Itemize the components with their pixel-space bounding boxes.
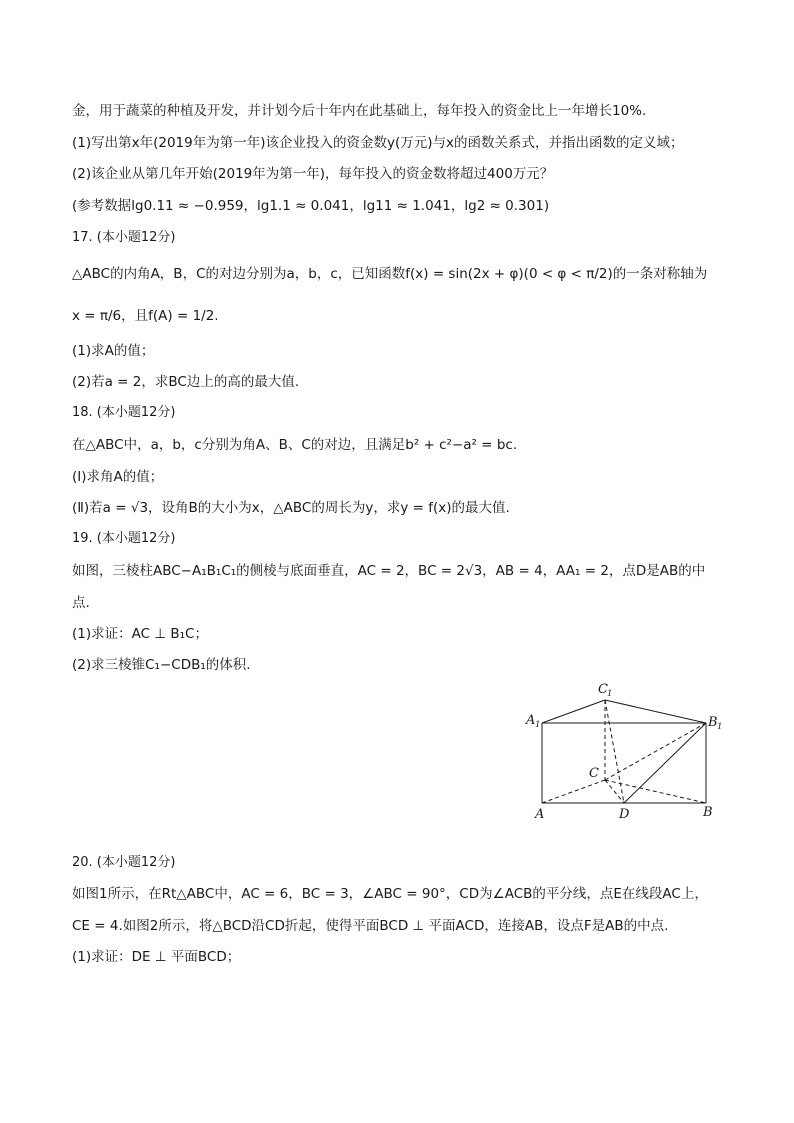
q18-stem: 在△ABC中，a，b，c分别为角A、B、C的对边，且满足b² + c²−a² = bc.	[72, 437, 518, 453]
intro-line-1: 金，用于蔬菜的种植及开发，并计划今后十年内在此基础上，每年投入的资金比上一年增长10%.	[72, 103, 647, 119]
q20-part-1: (1)求证：DE ⊥ 平面BCD；	[72, 949, 241, 965]
q19-stem-line-1: 如图，三棱柱ABC−A₁B₁C₁的侧棱与底面垂直，AC = 2，BC = 2√3，AB = 4，AA₁ = 2，点D是AB的中	[72, 563, 706, 579]
prism-figure	[518, 676, 732, 824]
edge-a1-c1	[542, 700, 605, 723]
label-c1-sub: 1	[607, 689, 613, 699]
q19-part-2: (2)求三棱锥C₁−CDB₁的体积.	[72, 657, 251, 673]
q17-stem-line-1: △ABC的内角A，B，C的对边分别为a，b，c，已知函数f(x) = sin(2x + φ)(0 < φ < π/2)的一条对称轴为	[72, 266, 708, 282]
q19-stem-line-2: 点.	[72, 595, 90, 611]
label-b1-sub: 1	[717, 722, 723, 732]
q19-heading: 19. (本小题12分)	[72, 531, 176, 546]
label-a1-sub: 1	[535, 720, 541, 730]
intro-part-1: (1)写出第x年(2019年为第一年)该企业投入的资金数y(万元)与x的函数关系式，并指出函数的定义域；	[72, 135, 684, 151]
label-c1: C	[598, 682, 608, 697]
label-c: C	[589, 766, 599, 781]
intro-part-2: (2)该企业从第几年开始(2019年为第一年)，每年投入的资金数将超过400万元？	[72, 166, 554, 182]
label-d: D	[619, 807, 630, 822]
label-a1: A	[526, 713, 536, 728]
q20-heading: 20. (本小题12分)	[72, 855, 176, 870]
q18-part-1: (Ⅰ)求角A的值；	[72, 469, 164, 485]
label-b: B	[703, 805, 713, 820]
q19-part-1: (1)求证：AC ⊥ B₁C；	[72, 626, 208, 642]
q20-stem-line-2: CE = 4.如图2所示，将△BCD沿CD折起，使得平面BCD ⊥ 平面ACD，连接AB，设点F是AB的中点.	[72, 918, 669, 934]
edge-c1-b1	[605, 700, 706, 723]
q17-stem-line-2: x = π/6，且f(A) = 1/2.	[72, 308, 219, 324]
edge-a-c-hidden	[542, 780, 605, 803]
q20-stem-line-1: 如图1所示，在Rt△ABC中，AC = 6，BC = 3，∠ABC = 90°，CD为∠ACB的平分线，点E在线段AC上，	[72, 886, 708, 902]
edge-b1-d	[624, 723, 706, 803]
reference-data: (参考数据lg0.11 ≈ −0.959，lg1.1 ≈ 0.041，lg11 ≈ 1.041，lg2 ≈ 0.301)	[72, 198, 550, 214]
q17-part-1: (1)求A的值；	[72, 343, 155, 359]
q18-part-2: (Ⅱ)若a = √3，设角B的大小为x，△ABC的周长为y，求y = f(x)的最大值.	[72, 500, 510, 516]
q17-heading: 17. (本小题12分)	[72, 230, 176, 245]
label-b1: B	[708, 715, 718, 730]
label-a: A	[535, 807, 545, 822]
q18-heading: 18. (本小题12分)	[72, 405, 176, 420]
edge-c1-d-hidden	[605, 700, 624, 803]
q17-part-2: (2)若a = 2，求BC边上的高的最大值.	[72, 374, 300, 390]
edge-c-b1-hidden	[605, 723, 706, 780]
